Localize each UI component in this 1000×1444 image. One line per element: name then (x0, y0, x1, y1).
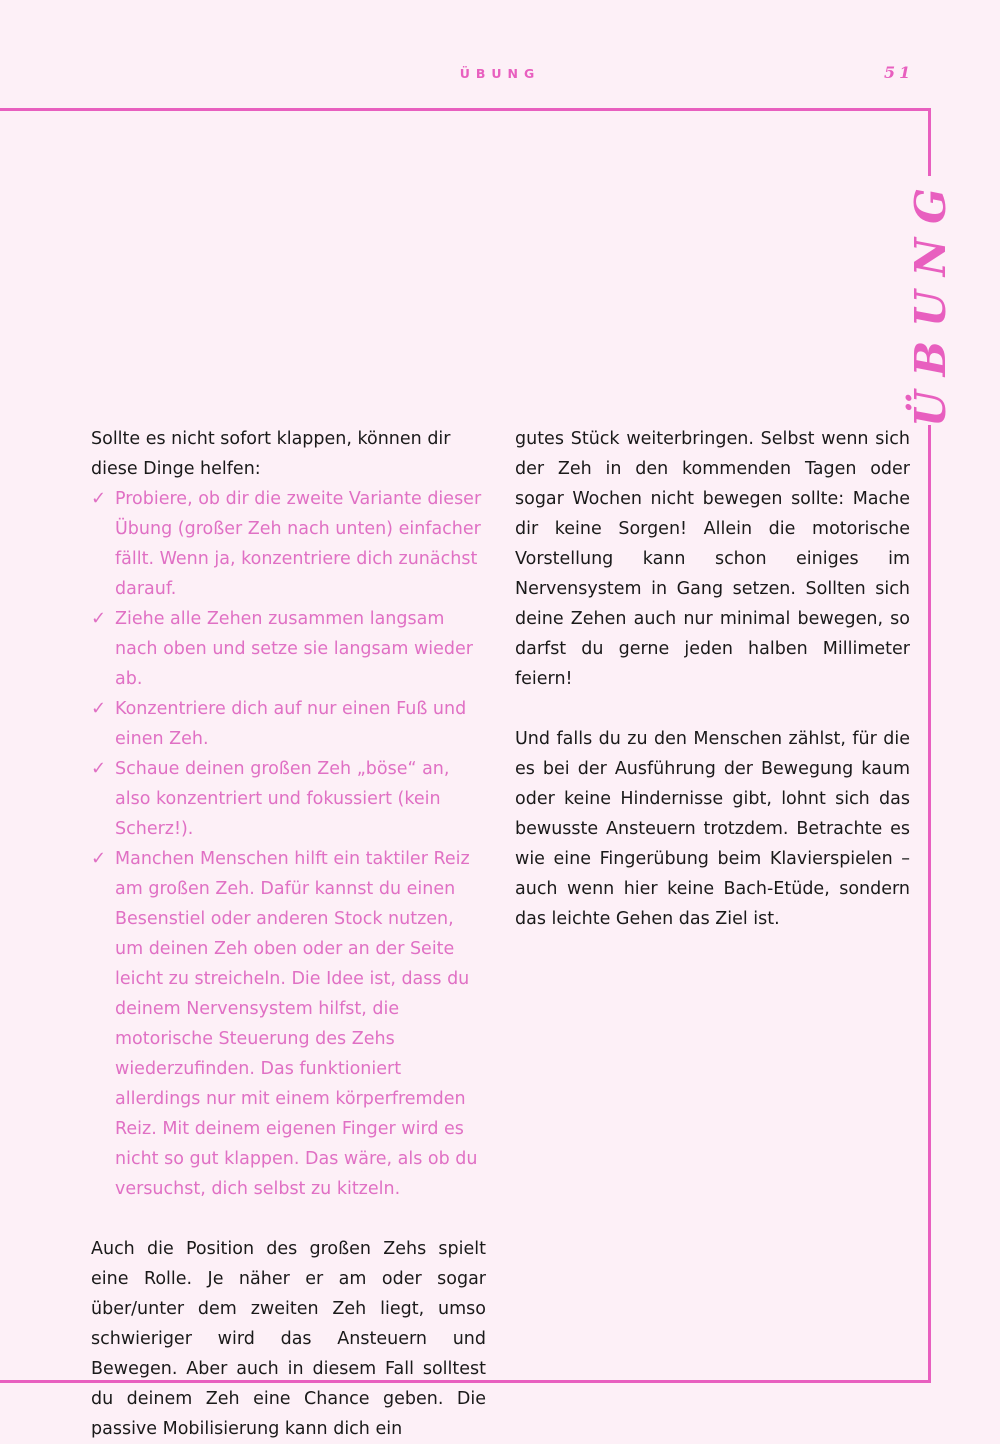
frame-right-rule-lower (928, 425, 931, 1382)
paragraph-gap (91, 1204, 486, 1234)
left-column (91, 424, 486, 1444)
list-item (91, 604, 486, 694)
body-paragraph: gutes Stück weiterbringen. Selbst wenn sich der Zeh in den kommenden Tagen oder sogar Wochen nicht bewegen sollte: Mache dir keine Sorgen! Allein die motorische Vorstellung kann schon einiges im Nervensystem in Gang setzen. Sollten sich deine Zehen auch nur minimal bewegen, so darfst du gerne jeden halben Millimeter feiern! (515, 429, 910, 689)
check-icon: ✓ (91, 608, 107, 629)
running-header: ÜBUNG (459, 66, 541, 81)
check-icon: ✓ (91, 488, 107, 509)
section-side-label (888, 173, 972, 427)
tips-list (91, 484, 486, 1204)
section-side-label-text: ÜBUNG (905, 173, 955, 427)
check-icon: ✓ (91, 848, 107, 869)
tip-text: Schaue deinen großen Zeh „böse“ an, also konzentriert und fokussiert (kein Scherz!). (115, 759, 450, 839)
list-item (91, 754, 486, 844)
list-item (91, 484, 486, 604)
body-paragraph: Auch die Position des großen Zehs spielt eine Rolle. Je näher er am oder sogar über/unter dem zweiten Zeh liegt, umso schwieriger wird das Ansteuern und Bewegen. Aber auch in diesem Fall solltest du deinem Zeh eine Chance geben. Die passive Mobilisierung kann dich ein (91, 1239, 486, 1439)
list-item (91, 694, 486, 754)
check-icon: ✓ (91, 758, 107, 779)
frame-right-rule-upper (928, 108, 931, 176)
paragraph-gap (515, 694, 910, 724)
right-column (515, 424, 910, 934)
tip-text: Ziehe alle Zehen zusammen langsam nach oben und setze sie langsam wieder ab. (115, 609, 473, 689)
tip-text: Konzentriere dich auf nur einen Fuß und einen Zeh. (115, 699, 467, 749)
body-paragraph: Und falls du zu den Menschen zählst, für die es bei der Ausführung der Bewegung kaum oder keine Hindernisse gibt, lohnt sich das bewusste Ansteuern trotzdem. Betrachte es wie eine Fingerübung beim Klavierspielen – auch wenn hier keine Bach-Etüde, sondern das leichte Gehen das Ziel ist. (515, 729, 910, 929)
tip-text: Manchen Menschen hilft ein taktiler Reiz am großen Zeh. Dafür kannst du einen Besenstiel oder anderen Stock nutzen, um deinen Zeh oben oder an der Seite leicht zu streicheln. Die Idee ist, dass du deinem Nervensystem hilfst, die motorische Steuerung des Zehs wiederzufinden. Das funktioniert allerdings nur mit einem körperfremden Reiz. Mit deinem eigenen Finger wird es nicht so gut klappen. Das wäre, als ob du versuchst, dich selbst zu kitzeln. (115, 849, 478, 1199)
intro-text: Sollte es nicht sofort klappen, können dir diese Dinge helfen: (91, 429, 451, 479)
frame-top-rule (0, 108, 931, 111)
tip-text: Probiere, ob dir die zweite Variante dieser Übung (großer Zeh nach unten) einfacher fällt. Wenn ja, konzentriere dich zunächst darauf. (115, 489, 482, 599)
page-number: 51 (884, 63, 915, 82)
list-item (91, 844, 486, 1204)
check-icon: ✓ (91, 698, 107, 719)
